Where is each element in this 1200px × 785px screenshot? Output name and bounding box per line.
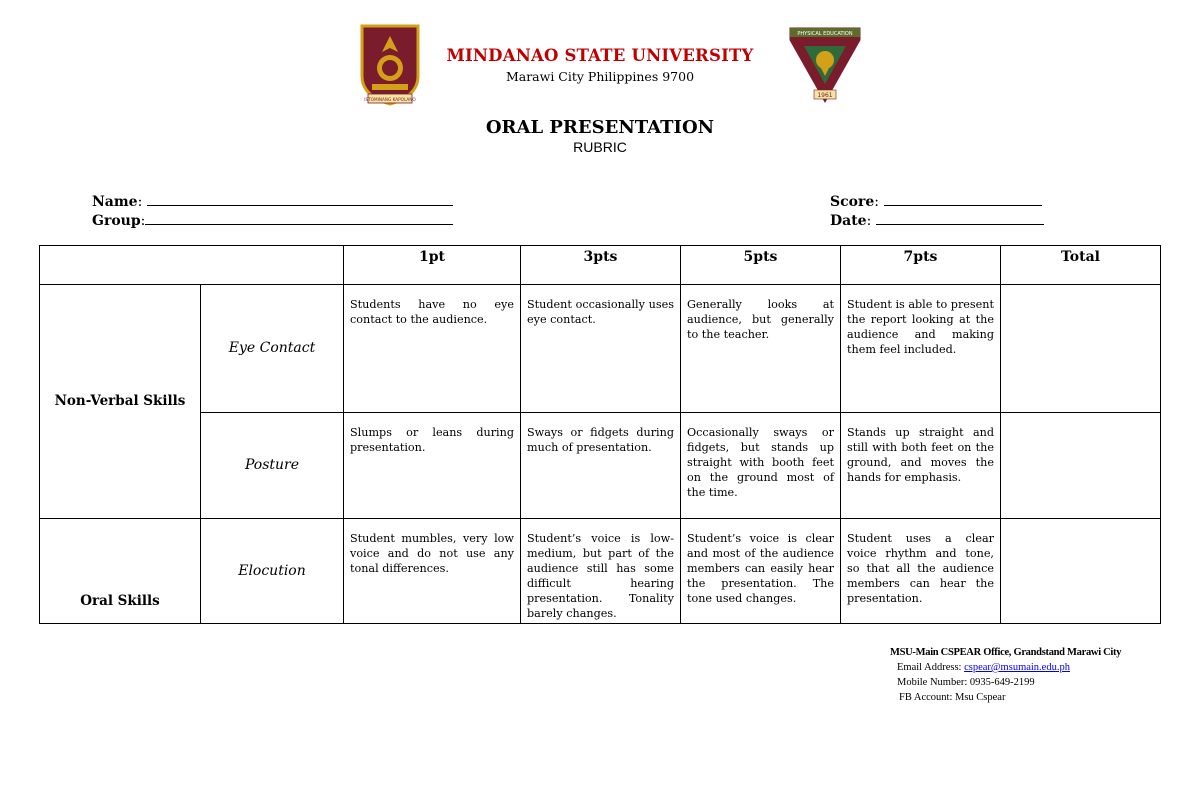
score-label: Score <box>830 194 875 210</box>
rubric-table <box>39 245 1161 624</box>
column-header-1pt: 1pt <box>344 246 521 285</box>
rubric-cell: Sways or fidgets during much of presentation. <box>521 413 681 519</box>
rubric-cell: Student is able to present the report looking at the audience and making them feel included. <box>841 285 1001 413</box>
table-row <box>40 413 1161 519</box>
rubric-cell: Stands up straight and still with both feet on the ground, and moves the hands for emphasis. <box>841 413 1001 519</box>
rubric-cell: Generally looks at audience, but generally to the teacher. <box>681 285 841 413</box>
date-field[interactable]: Date: <box>830 211 1044 229</box>
email-line <box>890 660 1121 675</box>
university-name: MINDANAO STATE UNIVERSITY <box>446 46 754 65</box>
email-label: Email Address: <box>897 662 965 673</box>
document-title: ORAL PRESENTATION <box>485 117 715 138</box>
email-link[interactable]: cspear@msumain.edu.ph <box>964 662 1070 673</box>
criterion-posture: Posture <box>201 413 344 519</box>
column-header-5pts: 5pts <box>681 246 841 285</box>
total-cell[interactable] <box>1001 413 1161 519</box>
table-header-row <box>40 246 1161 285</box>
rubric-cell: Student uses a clear voice rhythm and tone, so that all the audience members can hear the presentation. <box>841 519 1001 624</box>
document-subtitle: RUBRIC <box>573 139 627 155</box>
group-label: Group <box>92 213 141 229</box>
score-field[interactable]: Score: <box>830 192 1042 210</box>
score-blank-line[interactable] <box>884 192 1042 206</box>
header-empty-cell <box>40 246 344 285</box>
rubric-cell: Student occasionally uses eye contact. <box>521 285 681 413</box>
university-address: Marawi City Philippines 9700 <box>505 69 695 84</box>
table-row <box>40 519 1161 624</box>
group-blank-line[interactable] <box>145 211 453 225</box>
name-field[interactable]: Name: <box>92 192 453 210</box>
total-cell[interactable] <box>1001 285 1161 413</box>
msu-seal-logo <box>358 22 422 108</box>
logo-banner-text: PHYSICAL EDUCATION <box>797 31 853 37</box>
fb-account: FB Account: Msu Cspear <box>899 692 1006 703</box>
seal-motto: ISTOMINANG KAPOLANO <box>364 97 416 102</box>
rubric-cell: Student’s voice is clear and most of the audience members can easily hear the presentation. The tone used changes. <box>681 519 841 624</box>
rubric-cell: Slumps or leans during presentation. <box>344 413 521 519</box>
category-oral-skills: Oral Skills <box>40 519 201 624</box>
name-blank-line[interactable] <box>147 192 453 206</box>
criterion-elocution: Elocution <box>201 519 344 624</box>
criterion-eye-contact: Eye Contact <box>201 285 344 413</box>
logo-year: 1961 <box>817 92 833 99</box>
category-non-verbal-skills: Non-Verbal Skills <box>40 285 201 519</box>
office-address: MSU-Main CSPEAR Office, Grandstand Marawi City <box>890 647 1122 658</box>
column-header-7pts: 7pts <box>841 246 1001 285</box>
date-label: Date <box>830 213 867 229</box>
table-row <box>40 285 1161 413</box>
mobile-number: Mobile Number: 0935-649-2199 <box>897 677 1035 688</box>
total-cell[interactable] <box>1001 519 1161 624</box>
rubric-cell: Students have no eye contact to the audience. <box>344 285 521 413</box>
rubric-cell: Student’s voice is low-medium, but part of the audience still has some difficult hearing presentation. Tonality barely changes. <box>521 519 681 624</box>
column-header-3pts: 3pts <box>521 246 681 285</box>
contact-footer <box>890 645 1121 705</box>
group-field[interactable]: Group: <box>92 211 453 229</box>
name-label: Name <box>92 194 138 210</box>
rubric-cell: Occasionally sways or fidgets, but stands up straight with booth feet on the ground most of the time. <box>681 413 841 519</box>
rubric-cell: Student mumbles, very low voice and do not use any tonal differences. <box>344 519 521 624</box>
date-blank-line[interactable] <box>876 211 1044 225</box>
column-header-total: Total <box>1001 246 1161 285</box>
